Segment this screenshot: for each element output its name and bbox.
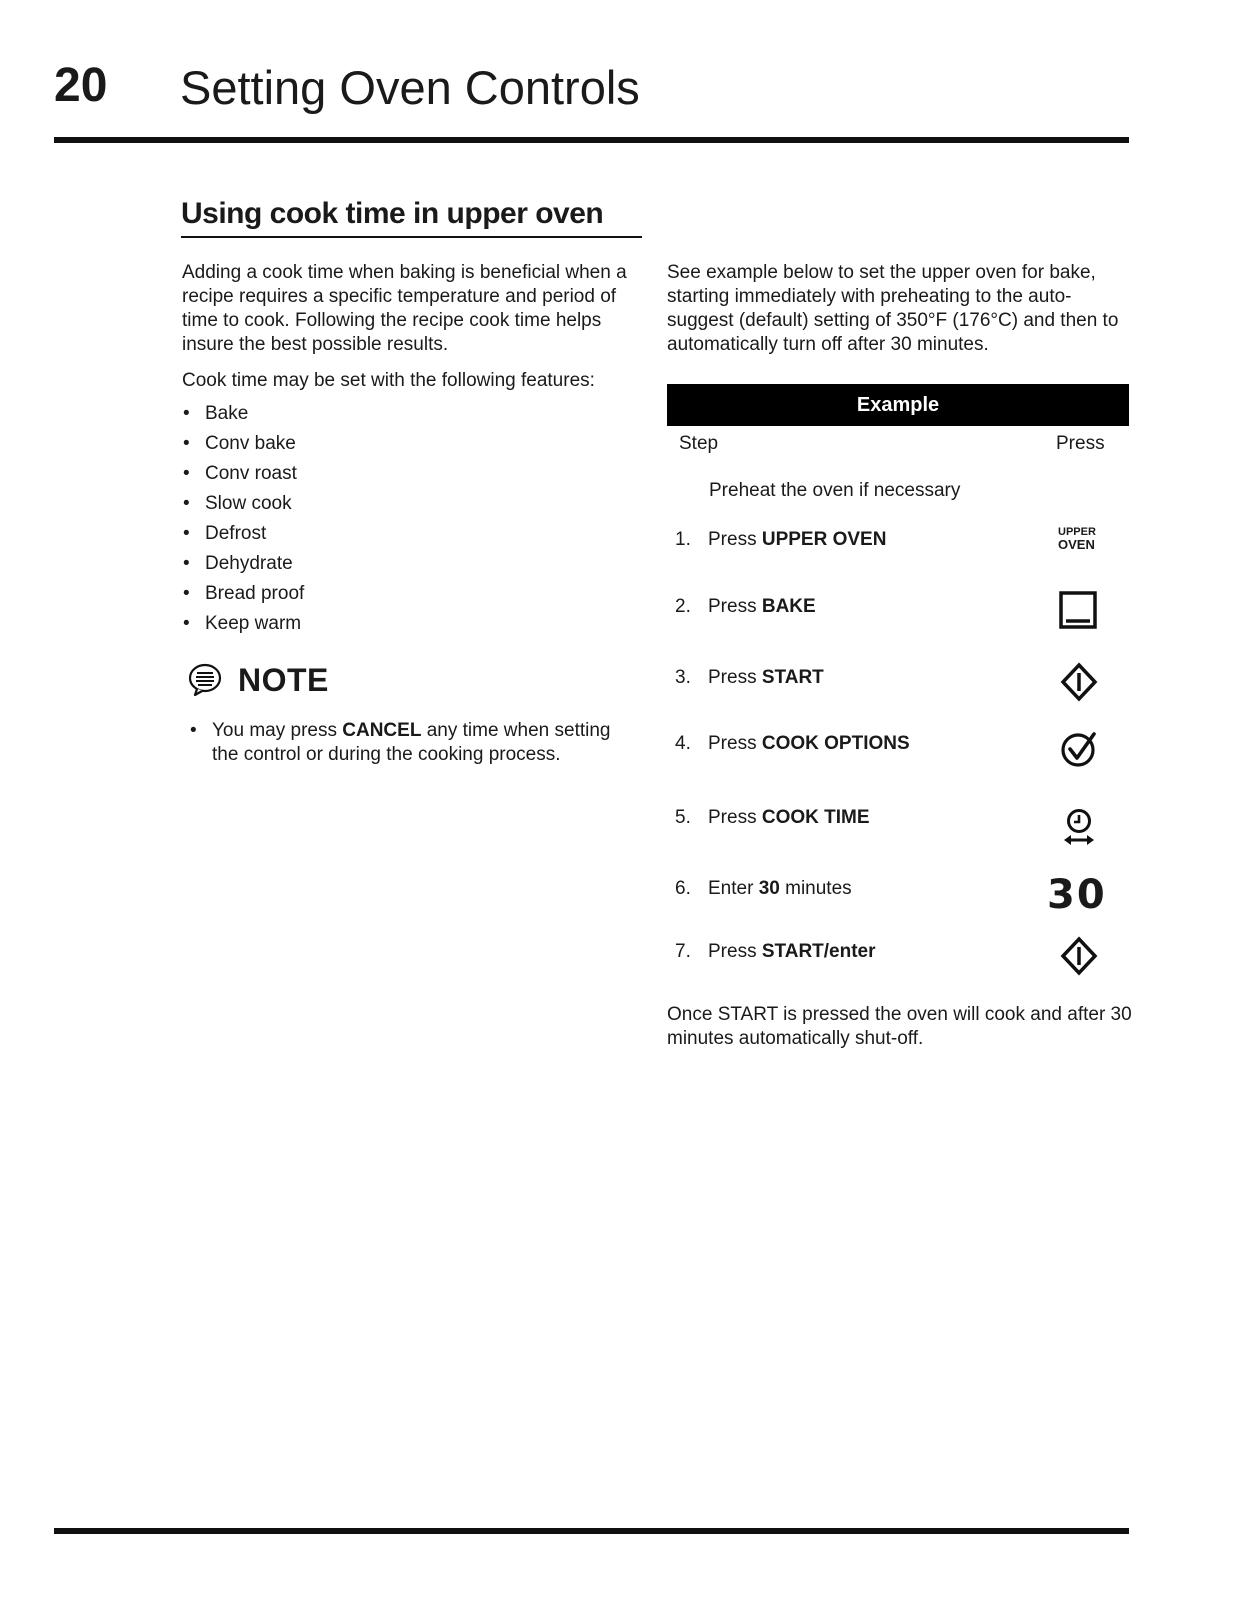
feature-item: • Bake: [182, 399, 652, 429]
step-text-pre: Press: [708, 667, 762, 688]
bake-key-icon: [1058, 590, 1098, 630]
step-text-pre: Press: [708, 807, 762, 828]
page-title: Setting Oven Controls: [180, 61, 640, 114]
feature-item: • Slow cook: [182, 489, 652, 519]
step-text-pre: Press: [708, 596, 762, 617]
feature-item: • Conv roast: [182, 459, 652, 489]
step-row: [675, 940, 876, 964]
section-underline: [181, 236, 642, 238]
step-row: [675, 595, 816, 619]
page-number: 20: [54, 59, 108, 112]
cook-options-key-icon: [1060, 730, 1098, 768]
step-number: 4.: [675, 733, 691, 754]
closing-paragraph: Once START is pressed the oven will cook and after 30 minutes automatically shut-off.: [667, 1004, 1132, 1049]
upper-oven-key-line2: OVEN: [1058, 537, 1095, 552]
features-intro: Cook time may be set with the following features:: [182, 370, 595, 391]
step-text-bold: COOK TIME: [761, 807, 870, 828]
step-row: [675, 732, 910, 756]
step-number: 1.: [675, 529, 691, 550]
step-row: [675, 877, 852, 901]
feature-item: • Bread proof: [182, 579, 652, 609]
step-number: 3.: [675, 667, 691, 688]
note-label: NOTE: [238, 662, 329, 698]
step-text-bold: START/enter: [761, 941, 876, 962]
step-text-bold: 30: [758, 878, 780, 899]
bottom-rule: [54, 1528, 1129, 1534]
step-text-pre: Press: [708, 941, 762, 962]
intro-paragraph: Adding a cook time when baking is beneficial when a recipe requires a specific temperature and period of time to cook. Following the recipe cook time helps insure the best possible results.: [182, 262, 627, 355]
step-text-bold: COOK OPTIONS: [761, 733, 910, 754]
step-text-pre: Enter: [708, 878, 759, 899]
note-text-bold: CANCEL: [342, 720, 422, 741]
step-text-bold: BAKE: [761, 596, 816, 617]
preheat-instruction: Preheat the oven if necessary: [709, 480, 961, 501]
upper-oven-key-line1: UPPER: [1058, 526, 1096, 538]
step-number: 7.: [675, 941, 691, 962]
step-row: [675, 666, 824, 690]
column-header-step: Step: [679, 433, 719, 454]
step-row: [675, 806, 870, 830]
top-rule: [54, 137, 1129, 143]
example-header-bar: Example: [667, 384, 1129, 426]
step-text-bold: START: [761, 667, 824, 688]
step-number: 2.: [675, 596, 691, 617]
section-heading: Using cook time in upper oven: [181, 197, 604, 230]
step-text-post: minutes: [779, 878, 852, 899]
step-text-pre: Press: [708, 529, 762, 550]
column-header-press: Press: [1056, 433, 1105, 454]
note-text-post: any time when setting the control or during the cooking process.: [212, 720, 611, 765]
note-icon: [188, 662, 222, 696]
step-number: 5.: [675, 807, 691, 828]
start-key-icon: [1060, 662, 1098, 702]
left-column: [182, 261, 652, 639]
example-intro: See example below to set the upper oven for bake, starting immediately with preheating to the auto-suggest (default) setting of 350°F (176°C) and then to automatically turn off after 30 minutes.: [667, 262, 1119, 355]
step-number: 6.: [675, 878, 691, 899]
feature-item: • Dehydrate: [182, 549, 652, 579]
upper-oven-key-icon: [1058, 527, 1108, 552]
step-text-bold: UPPER OVEN: [761, 529, 887, 550]
step-row: [675, 528, 886, 552]
note-item: [190, 719, 612, 767]
features-list: [182, 399, 652, 639]
digits-display: 30: [1047, 872, 1107, 918]
note-text-pre: You may press: [212, 720, 343, 741]
feature-item: • Defrost: [182, 519, 652, 549]
feature-item: • Keep warm: [182, 609, 652, 639]
start-enter-key-icon: [1060, 936, 1098, 976]
cook-time-key-icon: [1061, 807, 1097, 849]
feature-item: • Conv bake: [182, 429, 652, 459]
step-text-pre: Press: [708, 733, 762, 754]
